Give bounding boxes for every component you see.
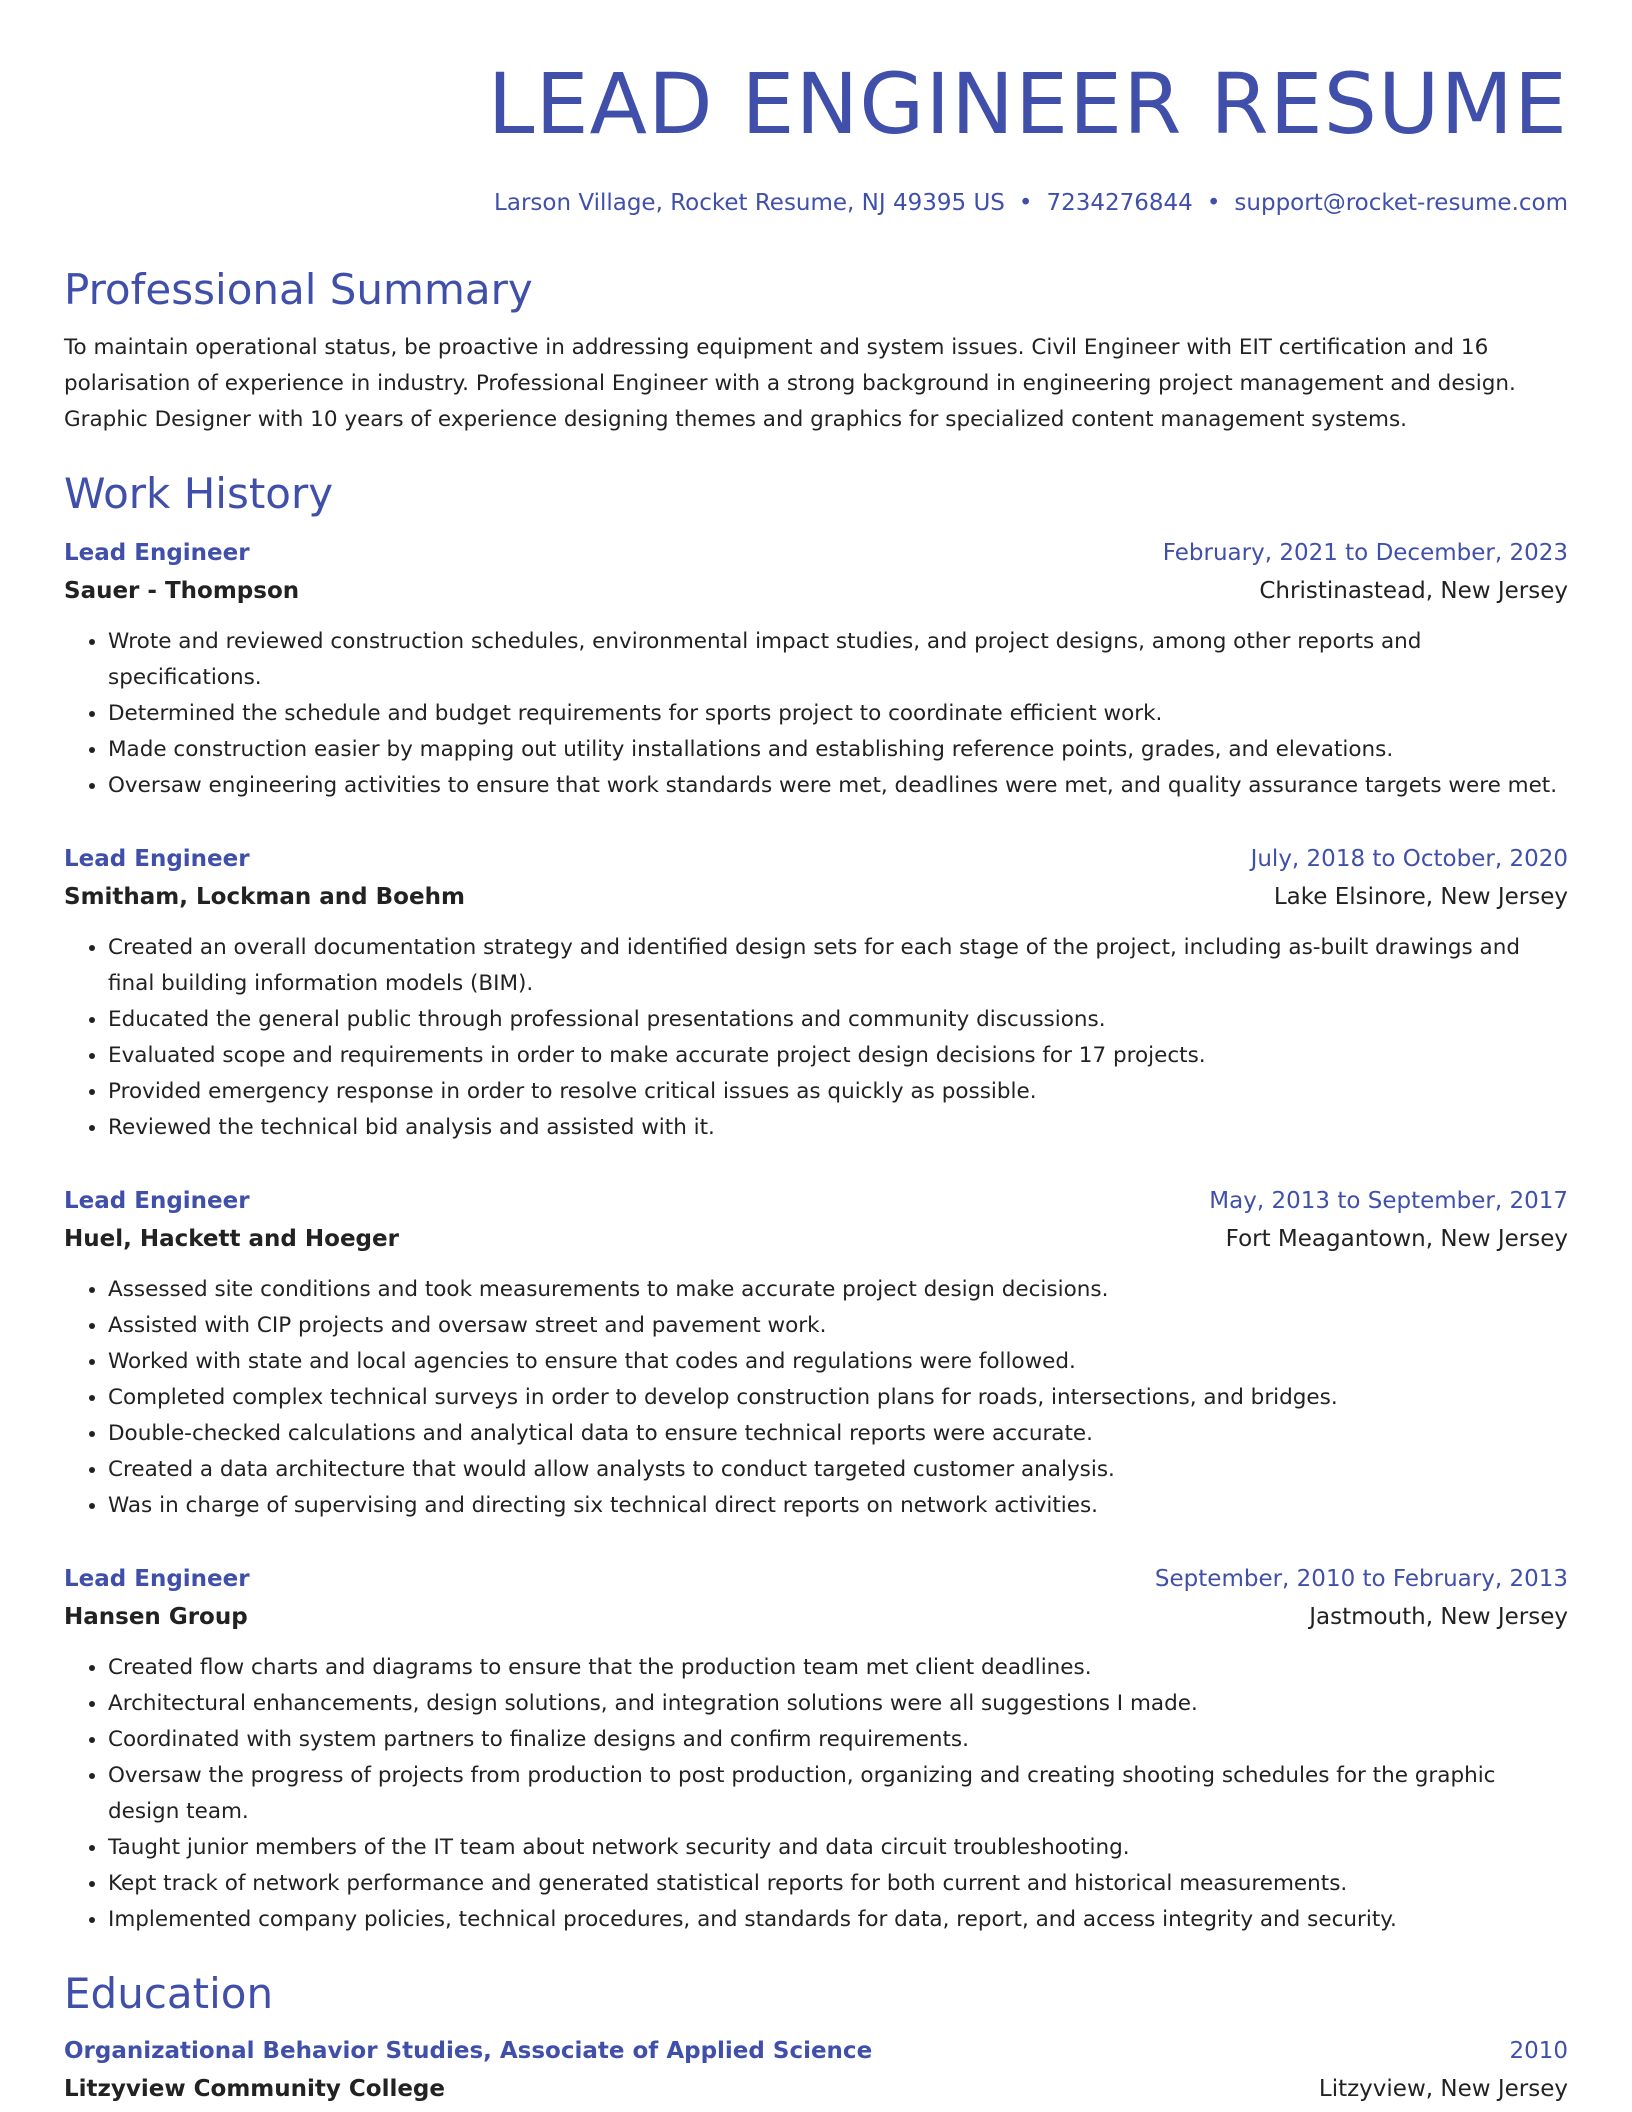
job-bullet: • Made construction easier by mapping out utility installations and establishing reference points, grades, and elevations. [108,732,1568,768]
job-bullets [64,930,1568,1146]
contact-email[interactable]: support@rocket-resume.com [1234,190,1568,216]
job-company: Huel, Hackett and Hoeger [64,1226,399,1252]
contact-line [64,188,1568,218]
job-company: Smitham, Lockman and Boehm [64,884,465,910]
education-year: 2010 [1509,2038,1568,2064]
job-bullets [64,624,1568,804]
job-bullet: • Oversaw the progress of projects from production to post production, organizing and creating shooting schedules for the graphic design team. [108,1758,1568,1830]
job-role: Lead Engineer [64,1188,250,1214]
job-company: Hansen Group [64,1604,248,1630]
job-bullet: • Oversaw engineering activities to ensure that work standards were met, deadlines were met, and quality assurance targets were met. [108,768,1568,804]
job-bullet: • Kept track of network performance and generated statistical reports for both current and historical measurements. [108,1866,1568,1902]
contact-separator: • [1206,190,1221,216]
job-bullet: • Wrote and reviewed construction schedules, environmental impact studies, and project designs, among other reports and specifications. [108,624,1568,696]
job-role: Lead Engineer [64,1566,250,1592]
job-entry [64,534,1568,804]
job-dates: February, 2021 to December, 2023 [1162,540,1568,566]
resume-title: LEAD ENGINEER RESUME [487,55,1568,153]
job-bullet: • Created flow charts and diagrams to ensure that the production team met client deadlines. [108,1650,1568,1686]
job-bullets [64,1650,1568,1938]
job-bullet: • Provided emergency response in order to resolve critical issues as quickly as possible. [108,1074,1568,1110]
job-entry [64,1182,1568,1524]
contact-phone[interactable]: 7234276844 [1046,190,1193,216]
job-role: Lead Engineer [64,540,250,566]
job-bullet: • Architectural enhancements, design solutions, and integration solutions were all suggestions I made. [108,1686,1568,1722]
education-degree: Organizational Behavior Studies, Associate of Applied Science [64,2038,873,2064]
job-bullet: • Evaluated scope and requirements in order to make accurate project design decisions for 17 projects. [108,1038,1568,1074]
education-heading: Education [64,1969,274,2018]
job-bullet: • Implemented company policies, technical procedures, and standards for data, report, and access integrity and security. [108,1902,1568,1938]
job-bullet: • Created an overall documentation strategy and identified design sets for each stage of the project, including as-built drawings and final building information models (BIM). [108,930,1568,1002]
job-dates: September, 2010 to February, 2013 [1154,1566,1568,1592]
job-dates: July, 2018 to October, 2020 [1250,846,1568,872]
job-bullet: • Double-checked calculations and analytical data to ensure technical reports were accurate. [108,1416,1568,1452]
job-bullet: • Completed complex technical surveys in order to develop construction plans for roads, intersections, and bridges. [108,1380,1568,1416]
education-entry [64,2032,1568,2108]
job-bullet: • Coordinated with system partners to finalize designs and confirm requirements. [108,1722,1568,1758]
job-bullet: • Worked with state and local agencies to ensure that codes and regulations were followed. [108,1344,1568,1380]
job-bullet: • Assisted with CIP projects and oversaw street and pavement work. [108,1308,1568,1344]
job-bullet: • Taught junior members of the IT team about network security and data circuit troubleshooting. [108,1830,1568,1866]
job-bullet: • Educated the general public through professional presentations and community discussions. [108,1002,1568,1038]
job-dates: May, 2013 to September, 2017 [1209,1188,1568,1214]
job-bullets [64,1272,1568,1524]
job-role: Lead Engineer [64,846,250,872]
job-company: Sauer - Thompson [64,578,300,604]
education-location: Litzyview, New Jersey [1318,2076,1568,2102]
job-entry [64,1560,1568,1938]
job-bullet: • Created a data architecture that would allow analysts to conduct targeted customer analysis. [108,1452,1568,1488]
education-school: Litzyview Community College [64,2076,445,2102]
job-bullet: • Determined the schedule and budget requirements for sports project to coordinate efficient work. [108,696,1568,732]
job-location: Christinastead, New Jersey [1259,578,1568,604]
contact-separator: • [1018,190,1033,216]
work-history-heading: Work History [64,469,334,518]
job-location: Fort Meagantown, New Jersey [1225,1226,1568,1252]
summary-heading: Professional Summary [64,265,533,314]
job-bullet: • Reviewed the technical bid analysis and assisted with it. [108,1110,1568,1146]
job-bullet: • Assessed site conditions and took measurements to make accurate project design decisions. [108,1272,1568,1308]
job-entry [64,840,1568,1146]
summary-text: To maintain operational status, be proactive in addressing equipment and system issues. Civil Engineer with EIT certification and 16 polarisation of experience in industry. Professional Engineer with a strong background in engineering project management and design. Graphic Designer with 10 years of experience designing themes and graphics for specialized content management systems. [64,335,1516,432]
job-location: Lake Elsinore, New Jersey [1273,884,1568,910]
job-location: Jastmouth, New Jersey [1309,1604,1568,1630]
contact-address: Larson Village, Rocket Resume, NJ 49395 US [494,190,1005,216]
job-bullet: • Was in charge of supervising and directing six technical direct reports on network activities. [108,1488,1568,1524]
